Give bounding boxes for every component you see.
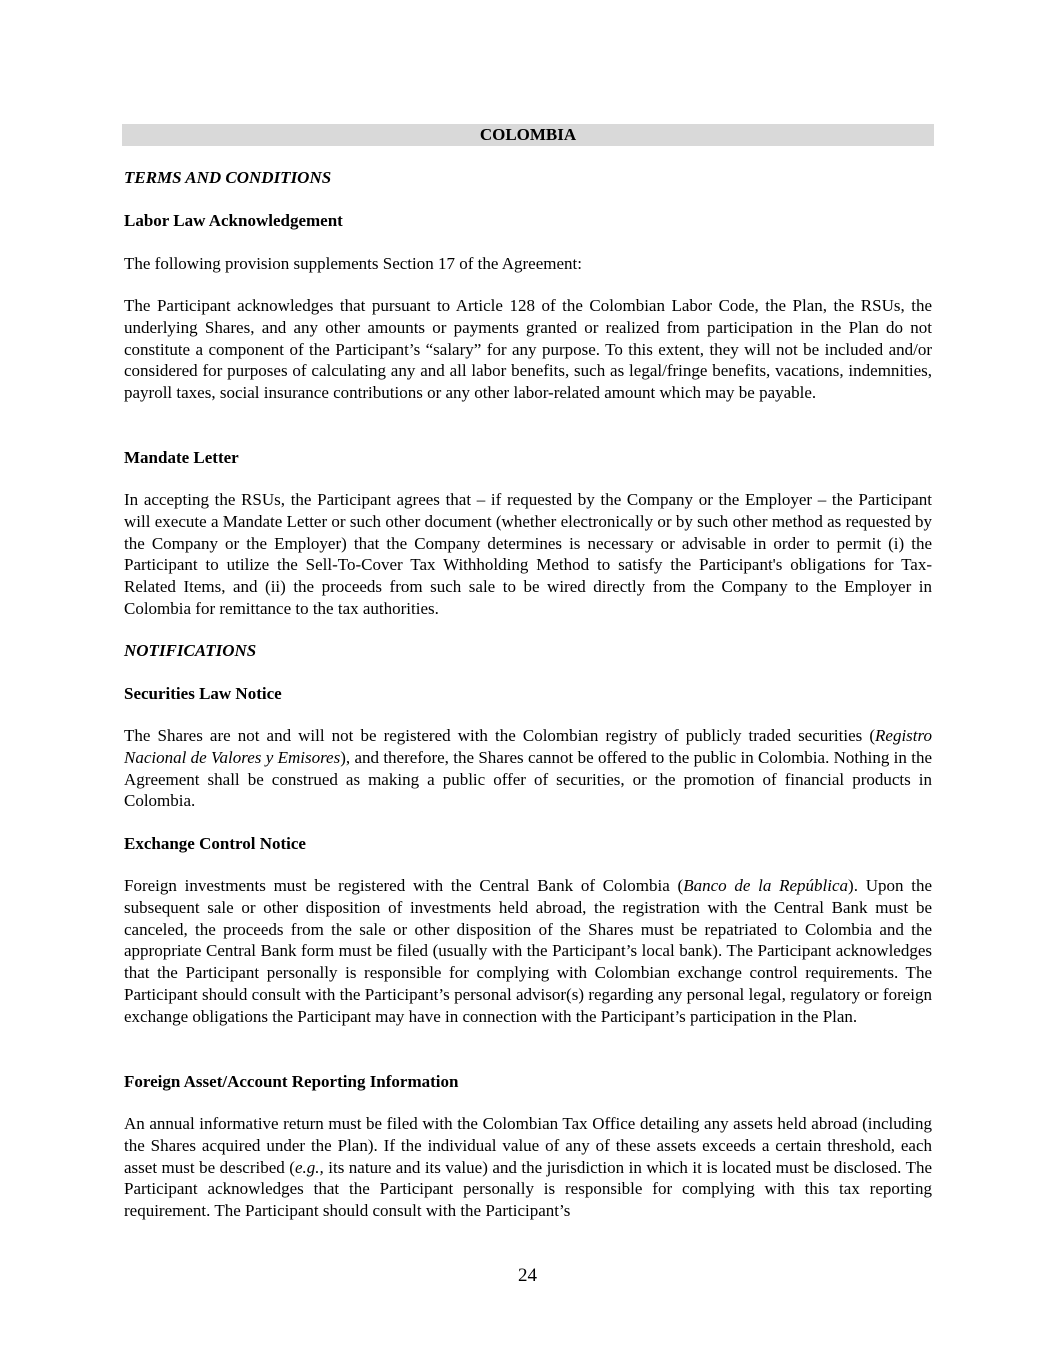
- exchange-control-title: Exchange Control Notice: [124, 834, 306, 853]
- securities-law-body: The Shares are not and will not be registered with the Colombian registry of publicly traded securities (Registro Nacional de Valores y Emisores), and therefore, the Shares cannot be offered to the public in Colombia. Nothing in the Agreement shall be construed as making a public offer of securities, or the promotion of financial products in Colombia.: [124, 726, 932, 811]
- exchange-control-body: Foreign investments must be registered with the Central Bank of Colombia (Banco de la República). Upon the subsequent sale or other disposition of investments held abroad, the registration with the Central Bank must be canceled, the proceeds from the sale or other disposition of the Shares must be repatriated to Colombia and the appropriate Central Bank form must be filed (usually with the Participant’s local bank). The Participant acknowledges that the Participant personally is responsible for complying with Colombian exchange control requirements. The Participant should consult with the Participant’s personal advisor(s) regarding any personal legal, regulatory or foreign exchange obligations the Participant may have in connection with the Participant’s participation in the Plan.: [124, 876, 932, 1026]
- foreign-asset-body: An annual informative return must be filed with the Colombian Tax Office detailing any assets held abroad (including the Shares acquired under the Plan). If the individual value of any of these assets exceeds a certain threshold, each asset must be described (e.g., its nature and its value) and the jurisdiction in which it is located must be disclosed. The Participant acknowledges that the Participant personally is responsible for complying with this tax reporting requirement. The Participant should consult with the Participant’s: [124, 1114, 932, 1221]
- securities-law-title: Securities Law Notice: [124, 684, 282, 703]
- labor-law-body: The Participant acknowledges that pursuant to Article 128 of the Colombian Labor Code, the Plan, the RSUs, the underlying Shares, and any other amounts or payments granted or realized from participation in the Plan do not constitute a component of the Participant’s “salary” for any purpose. To this extent, they will not be included and/or considered for purposes of calculating any and all labor benefits, such as legal/fringe benefits, vacations, indemnities, payroll taxes, social insurance contributions or any other labor-related amount which may be payable.: [124, 296, 932, 403]
- notifications-heading: NOTIFICATIONS: [124, 641, 257, 660]
- country-header: COLOMBIA: [122, 124, 934, 146]
- registry-name: Registro Nacional de Valores y Emisores: [124, 726, 932, 767]
- labor-law-title: Labor Law Acknowledgement: [124, 211, 343, 230]
- page-number: 24: [518, 1265, 537, 1286]
- mandate-letter-body: In accepting the RSUs, the Participant agrees that – if requested by the Company or the Employer – the Participant will execute a Mandate Letter or such other document (whether electronically or by such other method as requested by the Company or the Employer) that the Company determines is necessary or advisable in order to permit (i) the Participant to utilize the Sell-To-Cover Tax Withholding Method to satisfy the Participant's obligations for Tax-Related Items, and (ii) the proceeds from such sale to be wired directly from the Company to the Employer in Colombia for remittance to the tax authorities.: [124, 490, 932, 618]
- labor-law-intro: The following provision supplements Section 17 of the Agreement:: [124, 254, 582, 273]
- terms-heading: TERMS AND CONDITIONS: [124, 168, 332, 187]
- central-bank-name: Banco de la República: [683, 876, 849, 895]
- foreign-asset-title: Foreign Asset/Account Reporting Information: [124, 1072, 459, 1091]
- eg-abbreviation: e.g.,: [294, 1157, 324, 1177]
- mandate-letter-title: Mandate Letter: [124, 448, 239, 467]
